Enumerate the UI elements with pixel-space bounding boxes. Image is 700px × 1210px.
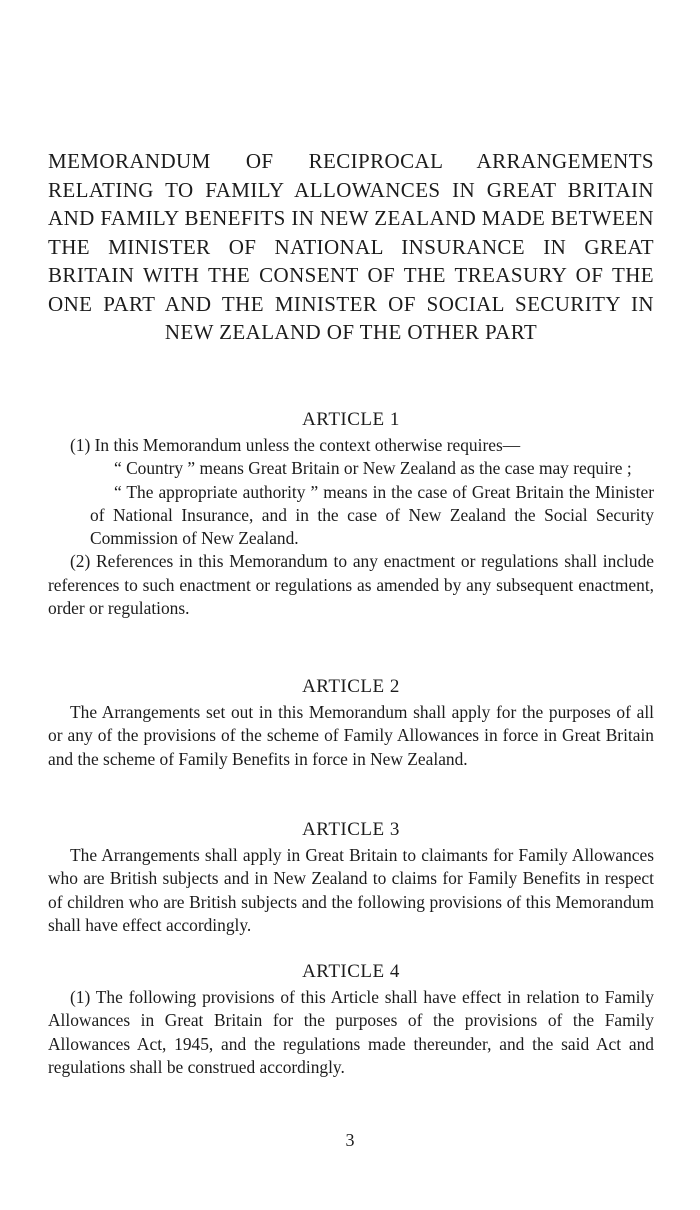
article-heading: ARTICLE 2 [302,676,400,697]
article-3 [48,818,654,937]
article-4-paragraph-1: (1) The following provisions of this Article shall have effect in relation to Family Allowances in Great Britain for the purposes of the provisions of the Family Allowances Act, 1945, and the regulations made thereunder, and the said Act and regulations shall be construed accordingly. [48,987,654,1077]
article-2 [48,675,654,771]
definition-country: “ Country ” means Great Britain or New Zealand as the case may require ; [114,458,632,479]
memorandum-title: MEMORANDUM OF RECIPROCAL ARRANGEMENTS RELATING TO FAMILY ALLOWANCES IN GREAT BRITAIN AND FAMILY BENEFITS IN NEW ZEALAND MADE BETWEEN THE MINISTER OF NATIONAL INSURANCE IN GREAT BRITAIN WITH THE CONSENT OF THE TREASURY OF THE ONE PART AND THE MINISTER OF SOCIAL SECURITY IN NEW ZEALAND OF THE OTHER PART [48,149,654,344]
definition-appropriate-authority: “ The appropriate authority ” means in the case of Great Britain the Minister of National Insurance, and in the case of New Zealand the Social Security Commission of New Zealand. [90,481,654,549]
page-number: 3 [345,1130,355,1150]
article-3-paragraph-1: The Arrangements shall apply in Great Britain to claimants for Family Allowances who are British subjects and in New Zealand to claims for Family Benefits in respect of children who are British subjects and the following provisions of this Memorandum shall have effect accordingly. [48,845,654,935]
article-4 [48,960,654,1079]
article-heading: ARTICLE 4 [302,961,400,982]
article-2-paragraph-1: The Arrangements set out in this Memorandum shall apply for the purposes of all or any of the provisions of the scheme of Family Allowances in force in Great Britain and the scheme of Family Benefits in force in New Zealand. [48,702,654,769]
article-1 [48,408,654,620]
article-1-paragraph-2: (2) References in this Memorandum to any enactment or regulations shall include references to such enactment or regulations as amended by any subsequent enactment, order or regulations. [48,551,654,619]
article-heading: ARTICLE 1 [302,409,400,430]
article-heading: ARTICLE 3 [302,819,400,840]
article-1-paragraph-1: (1) In this Memorandum unless the context otherwise requires— [70,435,521,455]
